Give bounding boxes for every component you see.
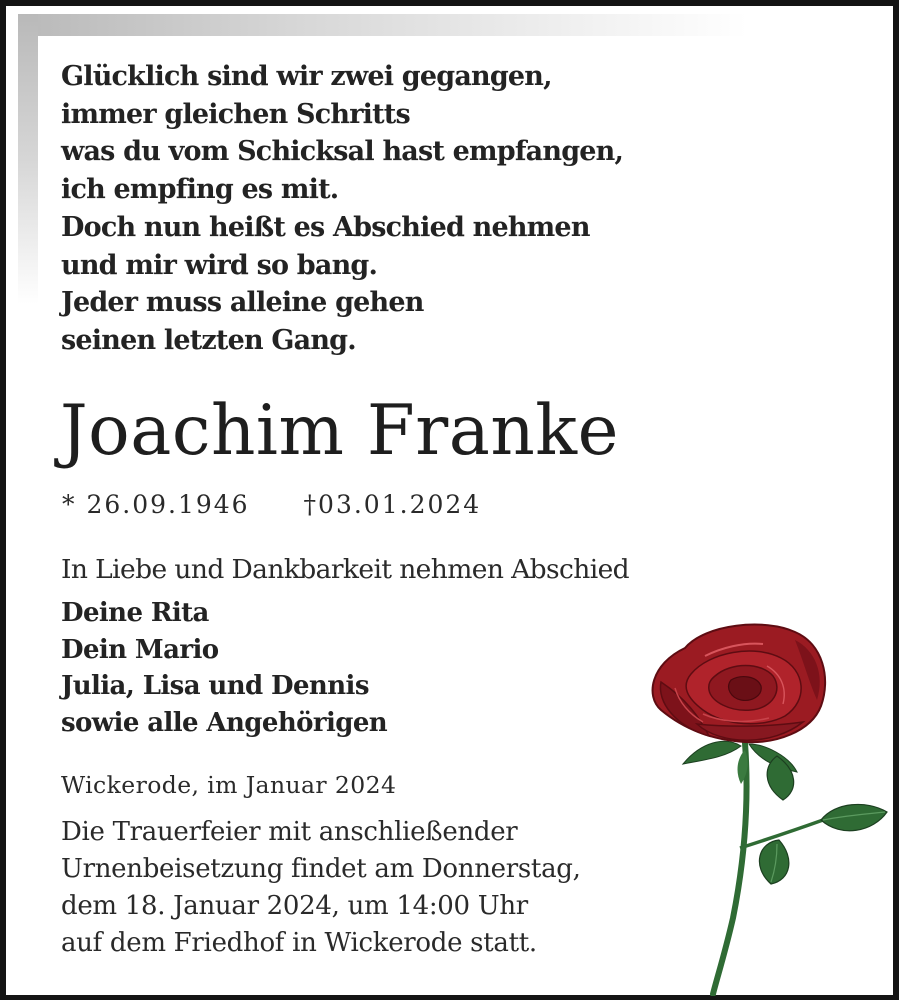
rose-icon (645, 618, 890, 996)
rose-petal-core (729, 677, 762, 701)
poem-line: seinen letzten Gang. (61, 324, 356, 356)
poem-line: Jeder muss alleine gehen (61, 287, 424, 319)
leaf-right (821, 804, 887, 830)
poem-line: was du vom Schicksal hast empfangen, (61, 136, 624, 168)
poem-line: ich empfing es mit. (61, 174, 339, 206)
shadow-top (18, 14, 748, 36)
ceremony-info (61, 814, 581, 962)
poem (61, 58, 623, 360)
mourner: Julia, Lisa und Dennis (61, 671, 369, 701)
shadow-left (18, 14, 38, 304)
mourner: Dein Mario (61, 634, 219, 665)
leaf-lower (759, 840, 788, 884)
ceremony-line: Urnenbeisetzung findet am Donnerstag, (61, 854, 581, 884)
mourners-list (61, 595, 387, 741)
place-date: Wickerode, im Januar 2024 (61, 771, 397, 799)
poem-line: Glücklich sind wir zwei gegangen, (61, 61, 552, 92)
poem-line: immer gleichen Schritts (61, 98, 410, 130)
death-date: †03.01.2024 (303, 490, 482, 519)
poem-line: Doch nun heißt es Abschied nehmen (61, 211, 590, 243)
deceased-name: Joachim Franke (60, 391, 619, 471)
ceremony-line: dem 18. Januar 2024, um 14:00 Uhr (61, 891, 528, 921)
farewell-intro: In Liebe und Dankbarkeit nehmen Abschied (61, 554, 630, 585)
life-dates (62, 487, 481, 523)
ceremony-line: auf dem Friedhof in Wickerode statt. (61, 928, 537, 958)
poem-line: und mir wird so bang. (61, 249, 378, 281)
leaf-upper-left (683, 741, 741, 764)
ceremony-line: Die Trauerfeier mit anschließender (61, 817, 518, 847)
birth-date: * 26.09.1946 (62, 490, 250, 519)
mourner: Deine Rita (61, 598, 209, 628)
mourner: sowie alle Angehörigen (61, 707, 388, 738)
